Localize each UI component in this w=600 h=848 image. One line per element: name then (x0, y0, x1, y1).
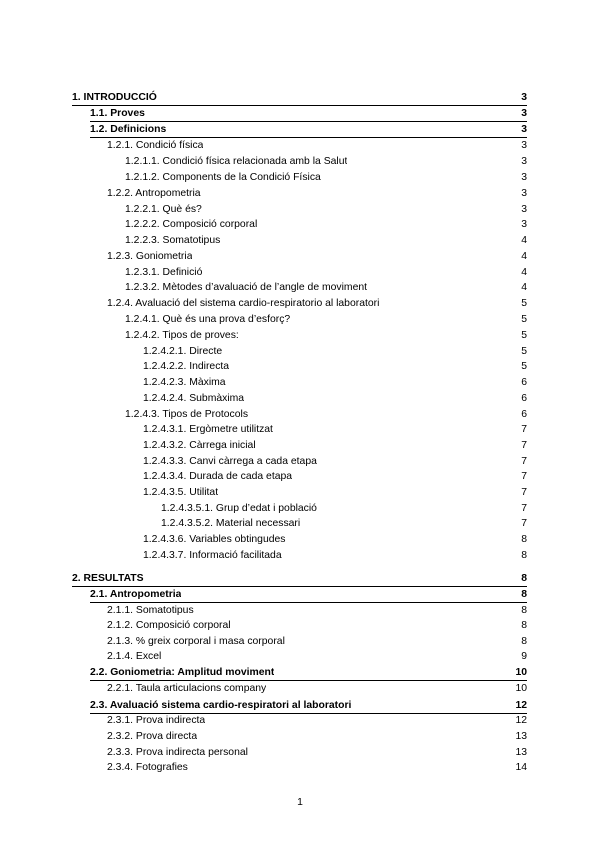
toc-entry-title: 1.2.4.2.4. Submàxima (143, 393, 245, 404)
toc-entry-title: 1.2.4.3.5.2. Material necessari (161, 518, 301, 529)
toc-entry-page: 8 (521, 589, 527, 600)
toc-entry-title: 1.2.4.3.3. Canvi càrrega a cada etapa (143, 456, 317, 467)
toc-entry-page: 12 (515, 715, 527, 726)
toc-entry-title: 2.2.1. Taula articulacions company (107, 683, 267, 694)
toc-entry[interactable] (90, 122, 527, 138)
toc-entry-page: 9 (521, 651, 527, 662)
toc-entry-title: 1.2.4.3.5.1. Grup d’edat i població (161, 503, 317, 514)
toc-entry-page: 5 (521, 346, 527, 357)
toc-entry-title: 1.2.4.2. Tipos de proves: (125, 330, 239, 341)
toc-entry[interactable] (125, 217, 527, 232)
toc-entry[interactable] (107, 649, 527, 664)
toc-entry[interactable] (107, 296, 527, 311)
toc-entry-page: 3 (521, 204, 527, 215)
toc-entry-page: 3 (521, 108, 527, 119)
toc-entry[interactable] (125, 407, 527, 422)
toc-entry-page: 5 (521, 314, 527, 325)
toc-entry-page: 7 (521, 518, 527, 529)
toc-entry-page: 8 (521, 620, 527, 631)
toc-entry[interactable] (125, 170, 527, 185)
toc-entry[interactable] (143, 375, 527, 390)
toc-entry[interactable] (143, 391, 527, 406)
toc-entry[interactable] (125, 154, 527, 169)
toc-entry-page: 8 (521, 534, 527, 545)
toc-entry-title: 1.2.2.1. Què és? (125, 204, 202, 215)
toc-entry[interactable] (107, 681, 527, 696)
toc-entry-page: 5 (521, 298, 527, 309)
toc-entry-title: 2.3.4. Fotografies (107, 762, 188, 773)
toc-entry-title: 2.1.3. % greix corporal i masa corporal (107, 636, 285, 647)
toc-entry-page: 4 (521, 267, 527, 278)
toc-entry-title: 1.2.4.3.2. Càrrega inicial (143, 440, 256, 451)
toc-entry-title: 1.2.1. Condició física (107, 140, 204, 151)
toc-entry-page: 13 (515, 731, 527, 742)
toc-entry[interactable] (72, 571, 527, 587)
toc-entry-title: 1.2.2.3. Somatotipus (125, 235, 221, 246)
toc-entry-title: 1.2.4.3.5. Utilitat (143, 487, 219, 498)
toc-entry-page: 5 (521, 361, 527, 372)
toc-entry-title: 2.1. Antropometria (90, 589, 182, 600)
toc-entry-title: 2. RESULTATS (72, 573, 144, 584)
toc-entry-title: 2.1.1. Somatotipus (107, 605, 194, 616)
toc-entry-page: 7 (521, 440, 527, 451)
toc-entry[interactable] (90, 665, 527, 681)
toc-entry-page: 7 (521, 503, 527, 514)
toc-entry-title: 1.1. Proves (90, 108, 145, 119)
toc-entry-page: 8 (521, 573, 527, 584)
toc-entry-page: 3 (521, 172, 527, 183)
toc-entry-title: 2.2. Goniometria: Amplitud moviment (90, 667, 275, 678)
toc-entry-page: 3 (521, 124, 527, 135)
toc-entry-page: 3 (521, 188, 527, 199)
toc-entry[interactable] (125, 312, 527, 327)
toc-entry[interactable] (107, 713, 527, 728)
toc-entry-title: 1.2.4. Avaluació del sistema cardio-respiratorio al laboratori (107, 298, 380, 309)
toc-entry-title: 1.2.3.2. Mètodes d’avaluació de l’angle de moviment (125, 282, 368, 293)
toc-entry-title: 1.2.4.3.4. Durada de cada etapa (143, 471, 293, 482)
toc-entry-page: 3 (521, 219, 527, 230)
toc-entry-page: 6 (521, 409, 527, 420)
toc-entry-page: 14 (515, 762, 527, 773)
toc-entry[interactable] (107, 618, 527, 633)
toc-entry[interactable] (125, 233, 527, 248)
toc-entry-page: 10 (515, 667, 527, 678)
toc-entry-page: 4 (521, 235, 527, 246)
toc-entry-title: 1.2.4.2.3. Màxima (143, 377, 226, 388)
toc-entry[interactable] (107, 634, 527, 649)
toc-entry[interactable] (107, 729, 527, 744)
toc-entry[interactable] (90, 106, 527, 122)
toc-entry-page: 3 (521, 140, 527, 151)
toc-entry-title: 1.2.2. Antropometria (107, 188, 201, 199)
toc-entry[interactable] (107, 249, 527, 264)
toc-entry-title: 1.2.4.2.2. Indirecta (143, 361, 230, 372)
toc-entry-title: 1.2.4.3. Tipos de Protocols (125, 409, 249, 420)
toc-entry-title: 2.1.2. Composició corporal (107, 620, 231, 631)
toc-entry[interactable] (107, 760, 527, 775)
toc-entry[interactable] (107, 745, 527, 760)
toc-entry[interactable] (143, 469, 527, 484)
toc-entry[interactable] (125, 328, 527, 343)
toc-entry-title: 2.3.3. Prova indirecta personal (107, 747, 248, 758)
toc-entry[interactable] (90, 698, 527, 714)
toc-entry-title: 2.3. Avaluació sistema cardio-respiratori al laboratori (90, 700, 352, 711)
toc-entry[interactable] (143, 422, 527, 437)
toc-entry[interactable] (107, 186, 527, 201)
toc-entry-page: 7 (521, 424, 527, 435)
toc-entry-page: 8 (521, 605, 527, 616)
toc-entry[interactable] (125, 265, 527, 280)
toc-entry-page: 4 (521, 282, 527, 293)
toc-entry-title: 1. INTRODUCCIÓ (72, 92, 157, 103)
toc-entry[interactable] (143, 359, 527, 374)
toc-entry[interactable] (143, 485, 527, 500)
toc-entry-page: 13 (515, 747, 527, 758)
toc-entry-page: 3 (521, 92, 527, 103)
toc-entry-title: 1.2.4.2.1. Directe (143, 346, 223, 357)
toc-entry-title: 2.3.1. Prova indirecta (107, 715, 206, 726)
toc-entry[interactable] (161, 501, 527, 516)
toc-entry-page: 6 (521, 393, 527, 404)
toc-entry[interactable] (161, 516, 527, 531)
toc-entry[interactable] (143, 454, 527, 469)
toc-entry-title: 1.2.4.1. Què és una prova d’esforç? (125, 314, 291, 325)
toc-entry-title: 1.2. Definicions (90, 124, 167, 135)
toc-entry-page: 12 (515, 700, 527, 711)
toc-entry-page: 7 (521, 456, 527, 467)
toc-entry-page: 7 (521, 471, 527, 482)
toc-entry-page: 3 (521, 156, 527, 167)
toc-entry-title: 1.2.4.3.1. Ergòmetre utilitzat (143, 424, 273, 435)
toc-entry[interactable] (125, 202, 527, 217)
toc-entry[interactable] (107, 138, 527, 153)
toc-entry[interactable] (107, 603, 527, 618)
toc-entry-page: 5 (521, 330, 527, 341)
page-number: 1 (297, 797, 303, 808)
toc-entry-page: 8 (521, 636, 527, 647)
toc-entry-page: 4 (521, 251, 527, 262)
toc-entry[interactable] (72, 90, 527, 106)
toc-entry-title: 2.3.2. Prova directa (107, 731, 198, 742)
toc-entry-title: 2.1.4. Excel (107, 651, 162, 662)
toc-entry[interactable] (90, 587, 527, 603)
toc-entry-page: 7 (521, 487, 527, 498)
toc-entry-page: 10 (515, 683, 527, 694)
toc-entry-title: 1.2.1.2. Components de la Condició Física (125, 172, 321, 183)
toc-entry-title: 1.2.3. Goniometria (107, 251, 193, 262)
toc-entry-title: 1.2.4.3.7. Informació facilitada (143, 550, 282, 561)
toc-entry-page: 8 (521, 550, 527, 561)
toc-entry[interactable] (143, 548, 527, 563)
toc-entry-title: 1.2.4.3.6. Variables obtingudes (143, 534, 286, 545)
toc-entry[interactable] (143, 438, 527, 453)
toc-entry-title: 1.2.2.2. Composició corporal (125, 219, 258, 230)
toc-entry-title: 1.2.3.1. Definició (125, 267, 203, 278)
toc-entry[interactable] (125, 280, 527, 295)
toc-entry[interactable] (143, 344, 527, 359)
toc-entry[interactable] (143, 532, 527, 547)
toc-entry-page: 6 (521, 377, 527, 388)
toc-entry-title: 1.2.1.1. Condició física relacionada amb la Salut (125, 156, 348, 167)
